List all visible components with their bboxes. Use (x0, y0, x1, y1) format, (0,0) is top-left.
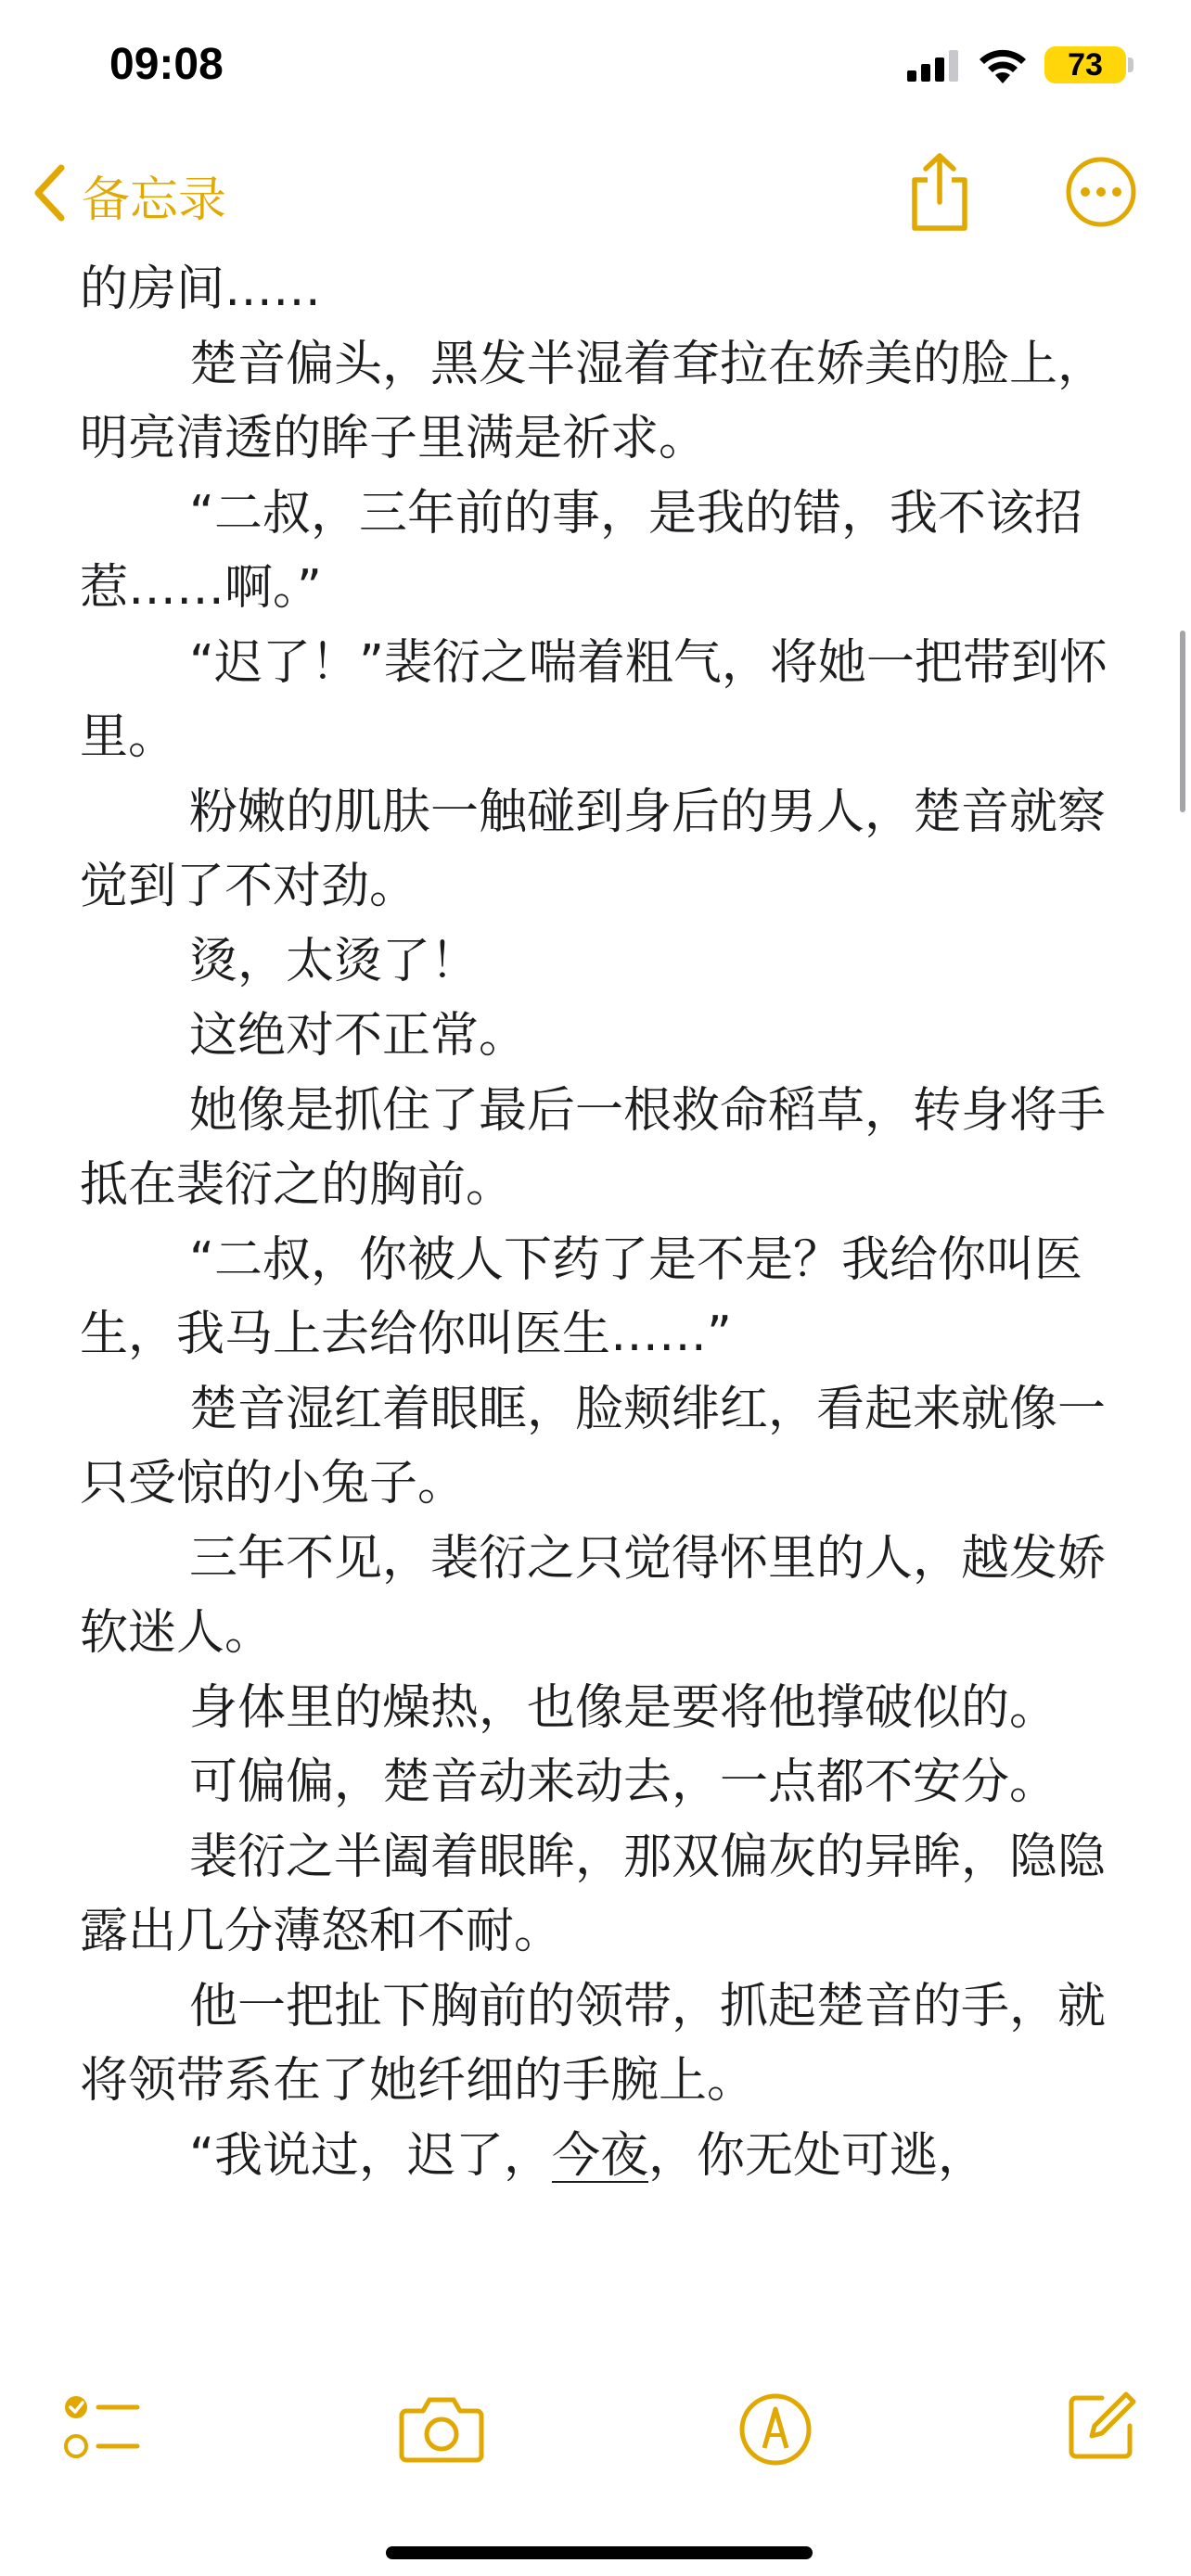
note-paragraph: 楚音偏头，黑发半湿着耷拉在娇美的脸上，明亮清透的眸子里满是祈求。 (80, 336, 1107, 466)
share-button[interactable] (907, 152, 972, 236)
note-paragraph: 楚音湿红着眼眶，脸颊绯红，看起来就像一只受惊的小兔子。 (80, 1381, 1107, 1511)
camera-icon (399, 2394, 484, 2463)
note-paragraph: “迟了！”裴衍之喘着粗气，将她一把带到怀里。 (80, 634, 1108, 765)
note-body[interactable] (80, 252, 1128, 2193)
battery-indicator: 73 (1044, 46, 1126, 83)
camera-button[interactable] (399, 2394, 484, 2467)
wifi-icon (978, 48, 1028, 89)
note-paragraph: 三年不见，裴衍之只觉得怀里的人，越发娇软迷人。 (80, 1530, 1107, 1661)
note-paragraph: 可偏偏，楚音动来动去，一点都不安分。 (189, 1754, 1058, 1810)
note-paragraph: “二叔，三年前的事，是我的错，我不该招惹……啊。” (80, 485, 1082, 616)
back-button[interactable] (33, 158, 226, 232)
underlined-word: 今夜 (551, 2127, 648, 2184)
compose-icon (1065, 2389, 1139, 2463)
ellipsis-circle-icon (1065, 156, 1137, 228)
battery-tip (1128, 57, 1133, 72)
note-paragraph: 身体里的燥热，也像是要将他撑破似的。 (189, 1679, 1058, 1736)
note-paragraph: 裴衍之半阖着眼眸，那双偏灰的异眸，隐隐露出几分薄怒和不耐。 (80, 1829, 1107, 1959)
more-button[interactable] (1065, 156, 1137, 232)
checklist-icon (61, 2391, 141, 2465)
note-paragraph: “二叔，你被人下药了是不是？我给你叫医生，我马上去给你叫医生……” (80, 1231, 1082, 1362)
navigation-bar (0, 139, 1191, 250)
share-icon (907, 152, 972, 232)
back-button-label: 备忘录 (82, 172, 227, 228)
note-paragraph-last (80, 2119, 1128, 2194)
home-indicator[interactable] (386, 2546, 813, 2559)
bottom-toolbar (0, 2337, 1191, 2576)
note-paragraph: 粉嫩的肌肤一触碰到身后的男人，楚音就察觉到了不对劲。 (80, 784, 1107, 914)
note-paragraph: 他一把扯下胸前的领带，抓起楚音的手，就将领带系在了她纤细的手腕上。 (80, 1978, 1107, 2109)
cellular-signal-icon (907, 50, 961, 85)
note-paragraph: 的房间…… (80, 261, 322, 317)
compose-button[interactable] (1065, 2389, 1139, 2467)
note-text: “我说过，迟了， (189, 2127, 552, 2184)
checklist-button[interactable] (61, 2391, 141, 2468)
markup-button[interactable] (738, 2392, 813, 2470)
vertical-scrollbar[interactable] (1180, 631, 1185, 812)
note-paragraph: 烫，太烫了！ (189, 933, 480, 989)
chevron-left-icon (33, 164, 65, 225)
note-paragraph: 她像是抓住了最后一根救命稻草，转身将手抵在裴衍之的胸前。 (80, 1082, 1107, 1213)
status-bar (0, 0, 1191, 139)
note-paragraph: 这绝对不正常。 (189, 1008, 528, 1064)
status-time: 09:08 (109, 40, 224, 89)
markup-pen-icon (738, 2392, 813, 2467)
note-text: ，你无处可逃， (647, 2127, 986, 2184)
